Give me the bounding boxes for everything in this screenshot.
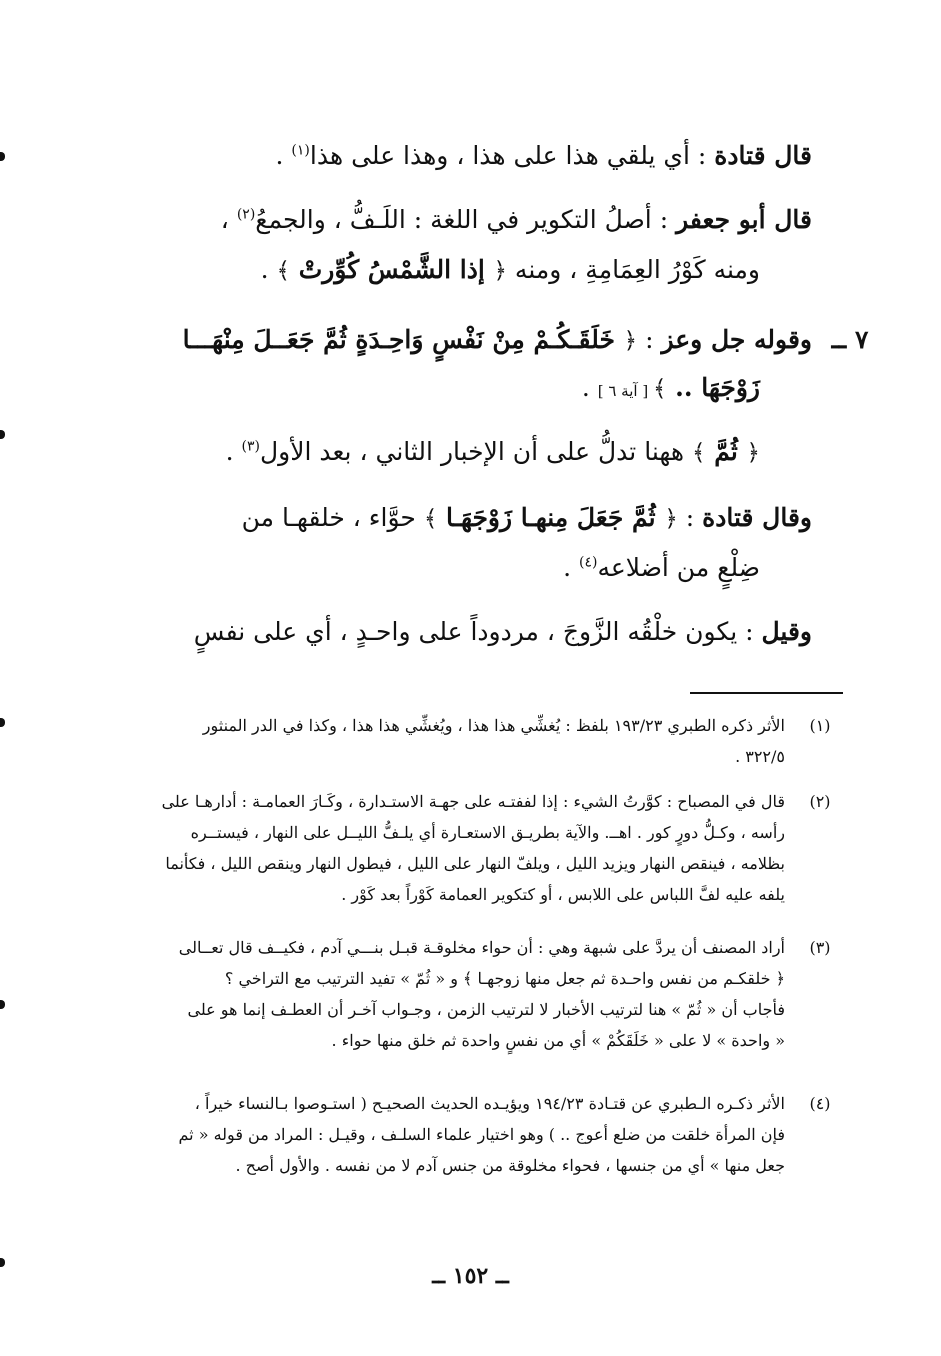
scan-edge-mark — [0, 718, 5, 727]
speaker-name: قال قتادة — [714, 141, 812, 170]
page-number: ــ ١٥٢ ــ — [432, 1263, 509, 1289]
speaker-name: قال أبو جعفر — [676, 205, 812, 234]
footnote-number: (٢) — [809, 792, 831, 811]
footnote-2 — [96, 786, 841, 910]
quran-bracket-close: ﴾ — [276, 258, 291, 284]
footnote-ref: (١) — [291, 142, 310, 159]
verse-7-heading — [92, 320, 869, 361]
footnote-1 — [96, 710, 841, 772]
footnote-line: الأثر ذكره الطبري ١٩٣/٢٣ بلفظ : يُغشِّي هذا هذا ، ويُغشِّي هذا هذا ، وكذا في الدر المنثور — [202, 716, 785, 735]
quran-bracket-close: ﴾ — [692, 440, 706, 466]
paragraph-text: : أي يلقي هذا على هذا ، وهذا على هذا — [309, 141, 715, 170]
paragraph-text: حوَّاء ، خلقهـا من — [241, 503, 424, 532]
quran-quote: ثُمَّ جَعَلَ مِنهـا زَوْجَهَـا — [437, 503, 665, 532]
footnote-3 — [96, 932, 841, 1056]
footnote-line: الأثر ذكـره الـطبري عن قتـادة ١٩٤/٢٣ ويؤيـده الحديث الصحيـح ( استـوصوا بـالنساء خيراً ، — [194, 1094, 785, 1113]
quran-quote: ثُمَّ — [705, 437, 747, 466]
quran-quote: زَوْجَهَا .. — [666, 373, 760, 402]
footnote-ref: (٢) — [236, 206, 256, 223]
quran-bracket-close: ﴾ — [652, 376, 667, 402]
punctuation: : — [637, 325, 662, 354]
footnote-line: يلفه عليه لفَّ اللباس على اللابس ، أو كتكوير العمامة كَوْراً بعد كَوْر . — [341, 885, 785, 904]
paragraph-qatada-1 — [276, 136, 813, 176]
punctuation: . — [260, 255, 277, 284]
main-text — [92, 0, 869, 680]
speaker-name: وقيل — [761, 617, 812, 646]
footnote-separator — [690, 692, 843, 694]
paragraph-abu-jafar-cont — [261, 250, 760, 291]
paragraph-text: : أصلُ التكوير في اللغة : اللَـفُّ ، والجمعُ — [255, 205, 677, 234]
punctuation: . — [563, 553, 579, 582]
paragraph-text: ضِلْعٍ من أضلاعه — [597, 553, 760, 582]
footnote-line: جعل منها » أي من جنسها ، فحواء مخلوقة من جنس آدم لا من نفسه . والأول أصح . — [235, 1156, 785, 1175]
footnote-line: فأجاب أن « ثُمّ » هنا لترتيب الأخبار لا لترتيب الزمن ، وجـواب آخـر أن العطـف إنما هو على — [187, 1000, 785, 1019]
aya-reference: [ آية ٦ ] — [597, 382, 653, 400]
punctuation: . — [275, 141, 292, 170]
scan-edge-mark — [0, 1000, 5, 1009]
verse-7-heading-cont — [582, 368, 760, 411]
punctuation: : — [677, 503, 703, 532]
footnote-4 — [96, 1088, 841, 1181]
footnote-line: ﴿ خلقكـم من نفس واحـدة ثم جعل منها زوجهـا ﴾ و « ثُمّ » تفيد الترتيب مع التراخي ؟ — [224, 969, 785, 988]
footnote-line: أراد المصنف أن يردَّ على شبهة وهي : أن حواء مخلوقـة قبـل بنـــي آدم ، فكيــف قال تعــالى — [178, 938, 785, 957]
quran-bracket-close: ﴾ — [423, 506, 438, 532]
quran-bracket-open: ﴿ — [746, 440, 760, 466]
punctuation: ، — [220, 205, 237, 234]
scan-edge-mark — [0, 152, 5, 161]
paragraph-text: ههنا تدلُّ على أن الإخبار الثاني ، بعد الأول — [259, 437, 693, 466]
paragraph-qatada-2-cont — [563, 548, 760, 588]
quran-quote: خَلَقَـكُـمْ مِنْ نَفْسٍ وَاحِـدَةٍ ثُمَّ جَعَــلَ مِنْهَـــا — [182, 325, 624, 354]
paragraph-text: : يكون خلْقُه الزَّوجَ ، مردوداً على واحـدٍ ، أي على نفسٍ — [193, 617, 762, 646]
footnote-line: قال في المصباح : كوَّرتُ الشيء : إذا لففتـه على جهـة الاستـدارة ، وكَـارَ العمامـة : أدارهـا على — [161, 792, 785, 811]
footnote-ref: (٤) — [578, 554, 598, 571]
footnote-line: فإن المرأة خلقت من ضلع أعوج .. ) وهو اختيار علماء السلـف ، وقيـل : المراد من قوله « ثم — [178, 1125, 785, 1144]
punctuation: . — [581, 373, 598, 402]
punctuation: . — [225, 437, 242, 466]
footnote-ref: (٣) — [241, 438, 260, 455]
scan-edge-mark — [0, 430, 5, 439]
quran-bracket-open: ﴿ — [493, 258, 507, 284]
footnote-number: (٣) — [809, 938, 831, 957]
paragraph-text: ومنه كَوْرُ العِمَامِةِ ، ومنه — [506, 255, 760, 284]
footnote-line: « واحدة » لا على « خَلَقَكُمْ » أي من نفسٍ واحدة ثم خلق منها حواء . — [331, 1031, 785, 1050]
speaker-name: وقوله جل وعز — [661, 325, 812, 354]
paragraph-abu-jafar — [221, 200, 812, 240]
footnote-number: (٤) — [809, 1094, 831, 1113]
paragraph-qatada-2 — [242, 498, 812, 539]
paragraph-qila — [194, 612, 812, 652]
footnote-line: ٣٢٢/٥ . — [735, 747, 785, 766]
paragraph-thumma — [226, 432, 760, 473]
quran-bracket-open: ﴿ — [623, 328, 638, 354]
footnote-line: رأسه ، وكـلُّ دورٍ كور . اهــ. والآية بطريـق الاستعـارة أي يلـفُّ الليــل على النهار ، فيستــره — [190, 823, 785, 842]
quran-quote: إذا الشَّمْسُ كُوِّرتْ — [290, 255, 494, 284]
quran-bracket-open: ﴿ — [664, 506, 678, 532]
footnote-line: بظلامه ، فينقص النهار ويزيد الليل ، ويلفّ النهار على الليل ، فيطول النهار وينقص الليل ، فكأنما — [165, 854, 785, 873]
verse-number: ٧ ــ — [831, 325, 869, 354]
footnote-number: (١) — [809, 716, 831, 735]
speaker-name: وقال قتادة — [702, 503, 812, 532]
